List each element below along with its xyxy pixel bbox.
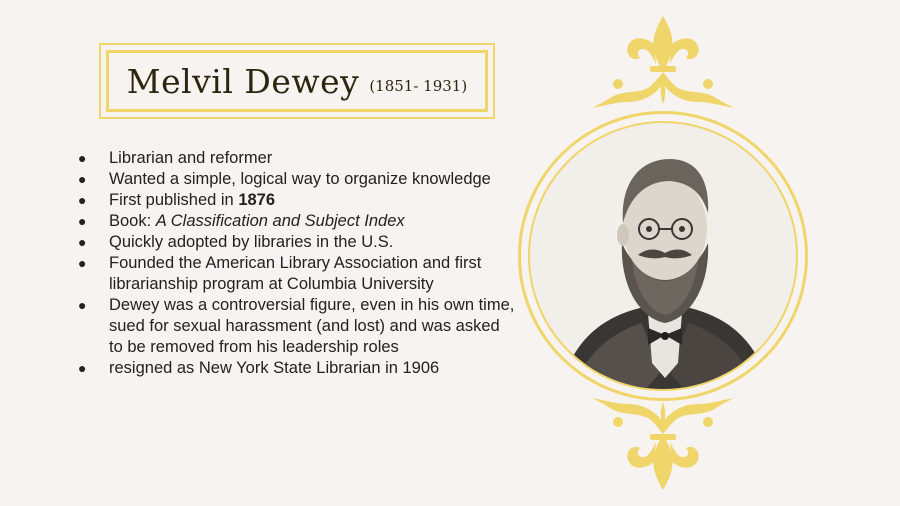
bullet-text: Wanted a simple, logical way to organize knowledge <box>109 170 491 188</box>
slide-title: Melvil Dewey <box>126 61 360 101</box>
bullet-text: resigned as New York State Librarian in 1906 <box>109 359 440 377</box>
bullet-text: Book: <box>109 212 156 230</box>
portrait-image <box>528 121 798 391</box>
bullet-item <box>78 358 518 379</box>
bullet-item <box>78 253 518 295</box>
bullet-dot: ● <box>78 150 87 166</box>
bullet-item <box>78 169 518 190</box>
title-frame-inner <box>106 50 488 112</box>
bullet-item <box>78 295 518 358</box>
bullet-dot: ● <box>78 297 87 313</box>
bullet-dot: ● <box>78 234 87 250</box>
bullet-text: Dewey was a controversial figure, even in his own time, sued for sexual harassment (and lost) and was asked to be removed from his leadership roles <box>109 296 515 356</box>
bullet-text: Quickly adopted by libraries in the U.S. <box>109 233 394 251</box>
bullet-dot: ● <box>78 255 87 271</box>
bullet-list <box>78 148 518 379</box>
bullet-item <box>78 211 518 232</box>
bullet-text: First published in <box>109 191 239 209</box>
bullet-dot: ● <box>78 213 87 229</box>
bullet-dot: ● <box>78 360 87 376</box>
bullet-dot: ● <box>78 192 87 208</box>
bullet-dot: ● <box>78 171 87 187</box>
bullet-text: A Classification and Subject Index <box>155 212 405 230</box>
fleur-de-lis-top-icon <box>588 14 738 110</box>
bullet-text: Founded the American Library Association and first librarianship program at Columbia University <box>109 254 482 293</box>
bullet-item <box>78 190 518 211</box>
fleur-de-lis-bottom-icon <box>588 396 738 492</box>
title-frame <box>99 43 495 119</box>
bullet-item <box>78 148 518 169</box>
slide-title-years: (1851- 1931) <box>369 77 468 95</box>
bullet-text: Librarian and reformer <box>109 149 273 167</box>
bullet-item <box>78 232 518 253</box>
bullet-text: 1876 <box>238 191 276 209</box>
